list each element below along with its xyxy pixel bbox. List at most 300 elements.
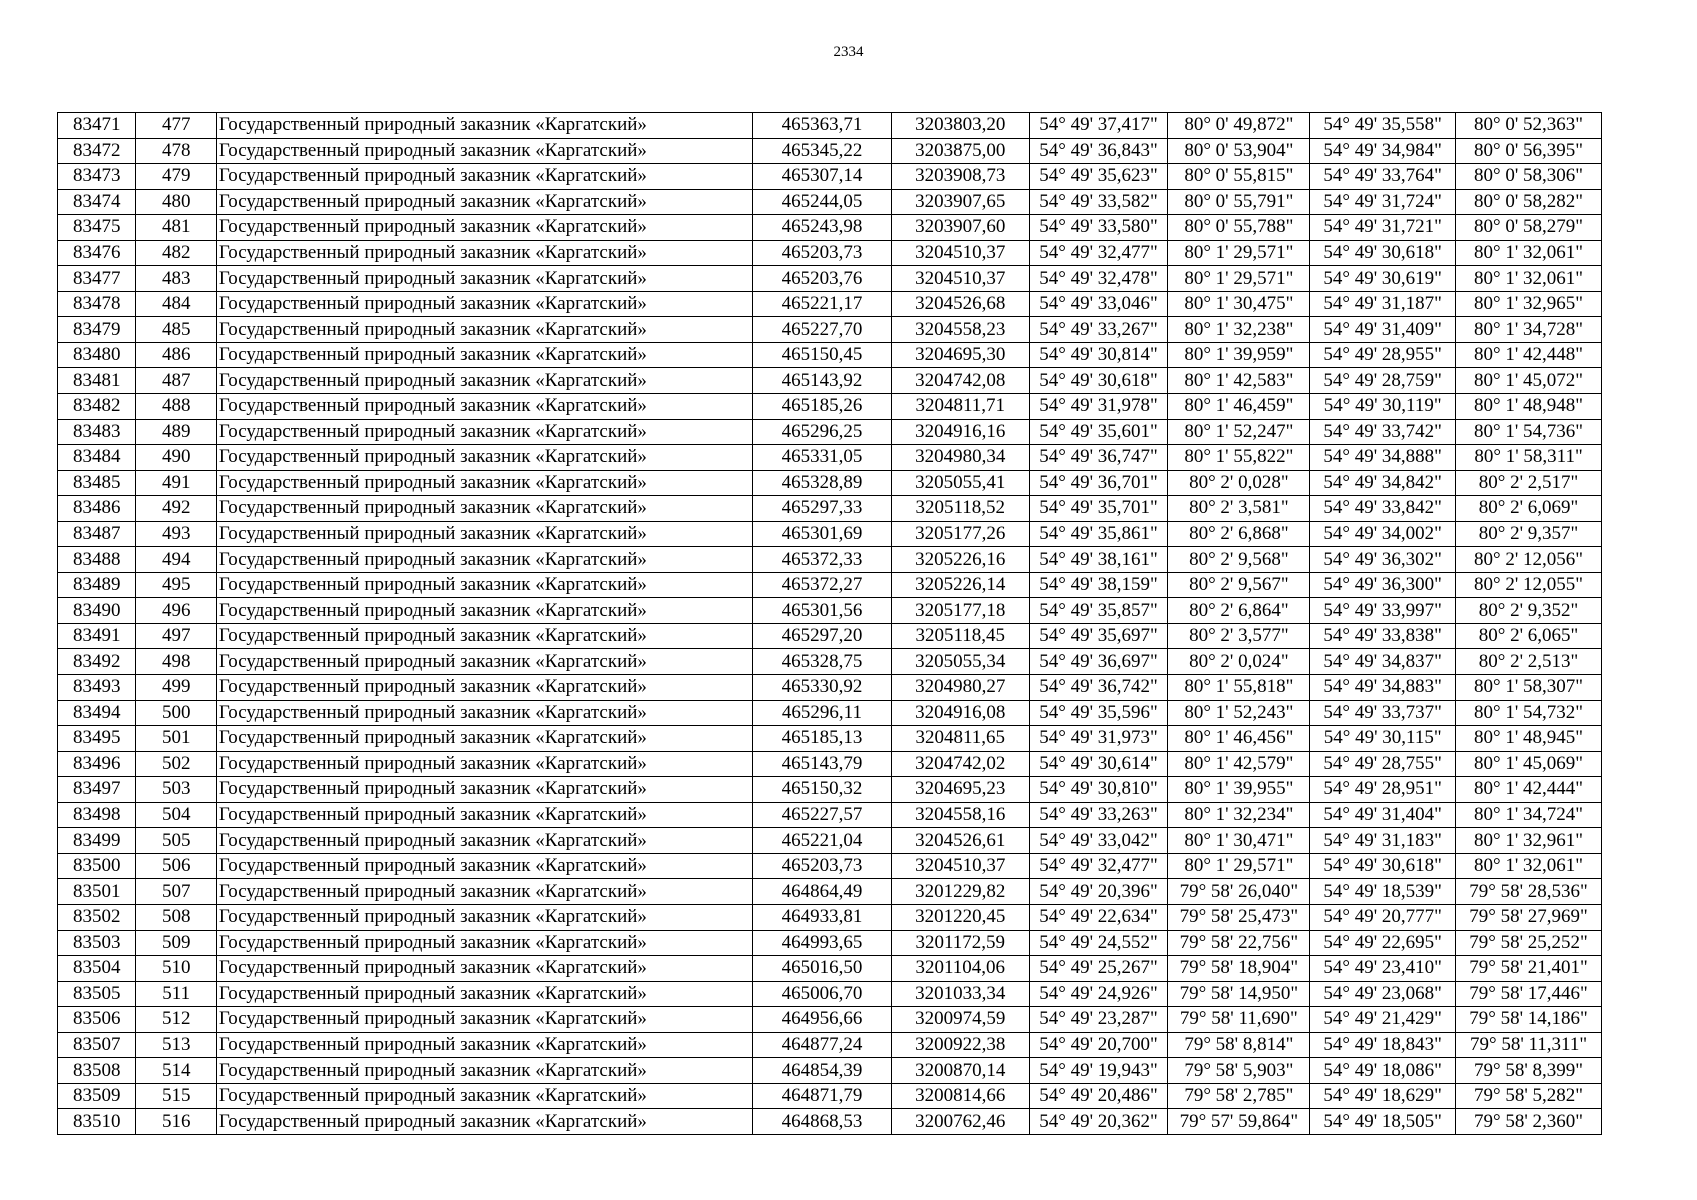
table-row [58, 240, 1602, 266]
object-name-cell: Государственный природный заказник «Каргатский» [216, 623, 752, 649]
table-row [58, 496, 1602, 522]
object-name-cell: Государственный природный заказник «Каргатский» [216, 956, 752, 982]
latitude-2-cell: 54° 49' 31,187" [1310, 291, 1456, 317]
x-coordinate-cell: 465227,70 [753, 317, 892, 343]
longitude-2-cell: 80° 1' 42,448" [1456, 342, 1602, 368]
object-name-cell: Государственный природный заказник «Каргатский» [216, 164, 752, 190]
longitude-2-cell: 80° 2' 6,069" [1456, 496, 1602, 522]
longitude-1-cell: 80° 1' 52,247" [1168, 419, 1310, 445]
object-name-cell: Государственный природный заказник «Каргатский» [216, 317, 752, 343]
table-row [58, 215, 1602, 241]
latitude-1-cell: 54° 49' 30,618" [1029, 368, 1168, 394]
latitude-2-cell: 54° 49' 31,409" [1310, 317, 1456, 343]
y-coordinate-cell: 3204526,68 [891, 291, 1029, 317]
longitude-2-cell: 80° 1' 45,069" [1456, 751, 1602, 777]
longitude-2-cell: 80° 0' 52,363" [1456, 113, 1602, 139]
x-coordinate-cell: 465244,05 [753, 189, 892, 215]
object-name-cell: Государственный природный заказник «Каргатский» [216, 368, 752, 394]
x-coordinate-cell: 465372,33 [753, 547, 892, 573]
longitude-2-cell: 79° 58' 21,401" [1456, 956, 1602, 982]
point-number-cell: 494 [136, 547, 216, 573]
latitude-1-cell: 54° 49' 25,267" [1029, 956, 1168, 982]
latitude-2-cell: 54° 49' 30,618" [1310, 853, 1456, 879]
table-row [58, 598, 1602, 624]
latitude-1-cell: 54° 49' 19,943" [1029, 1058, 1168, 1084]
table-row [58, 266, 1602, 292]
longitude-1-cell: 80° 1' 29,571" [1168, 266, 1310, 292]
latitude-2-cell: 54° 49' 31,724" [1310, 189, 1456, 215]
y-coordinate-cell: 3200922,38 [891, 1032, 1029, 1058]
x-coordinate-cell: 465203,76 [753, 266, 892, 292]
record-id-cell: 83482 [58, 394, 136, 420]
x-coordinate-cell: 465016,50 [753, 956, 892, 982]
latitude-1-cell: 54° 49' 30,814" [1029, 342, 1168, 368]
y-coordinate-cell: 3205226,14 [891, 572, 1029, 598]
point-number-cell: 512 [136, 1007, 216, 1033]
record-id-cell: 83489 [58, 572, 136, 598]
record-id-cell: 83500 [58, 853, 136, 879]
latitude-2-cell: 54° 49' 36,302" [1310, 547, 1456, 573]
latitude-2-cell: 54° 49' 31,721" [1310, 215, 1456, 241]
y-coordinate-cell: 3204980,34 [891, 445, 1029, 471]
point-number-cell: 511 [136, 981, 216, 1007]
point-number-cell: 477 [136, 113, 216, 139]
table-row [58, 521, 1602, 547]
longitude-1-cell: 80° 1' 30,471" [1168, 828, 1310, 854]
y-coordinate-cell: 3203803,20 [891, 113, 1029, 139]
x-coordinate-cell: 465150,32 [753, 777, 892, 803]
y-coordinate-cell: 3203907,65 [891, 189, 1029, 215]
y-coordinate-cell: 3204510,37 [891, 240, 1029, 266]
record-id-cell: 83493 [58, 675, 136, 701]
x-coordinate-cell: 465345,22 [753, 138, 892, 164]
table-row [58, 930, 1602, 956]
latitude-1-cell: 54° 49' 20,700" [1029, 1032, 1168, 1058]
latitude-1-cell: 54° 49' 38,161" [1029, 547, 1168, 573]
table-row [58, 802, 1602, 828]
table-row [58, 470, 1602, 496]
longitude-1-cell: 80° 1' 39,959" [1168, 342, 1310, 368]
longitude-2-cell: 80° 1' 54,736" [1456, 419, 1602, 445]
longitude-1-cell: 79° 58' 22,756" [1168, 930, 1310, 956]
latitude-1-cell: 54° 49' 20,396" [1029, 879, 1168, 905]
object-name-cell: Государственный природный заказник «Каргатский» [216, 726, 752, 752]
x-coordinate-cell: 465185,26 [753, 394, 892, 420]
table-row [58, 572, 1602, 598]
object-name-cell: Государственный природный заказник «Каргатский» [216, 777, 752, 803]
y-coordinate-cell: 3204526,61 [891, 828, 1029, 854]
longitude-1-cell: 80° 2' 6,864" [1168, 598, 1310, 624]
record-id-cell: 83508 [58, 1058, 136, 1084]
x-coordinate-cell: 465330,92 [753, 675, 892, 701]
y-coordinate-cell: 3205055,41 [891, 470, 1029, 496]
latitude-1-cell: 54° 49' 24,552" [1029, 930, 1168, 956]
longitude-1-cell: 80° 1' 55,822" [1168, 445, 1310, 471]
y-coordinate-cell: 3205177,26 [891, 521, 1029, 547]
point-number-cell: 499 [136, 675, 216, 701]
latitude-1-cell: 54° 49' 20,362" [1029, 1109, 1168, 1135]
record-id-cell: 83499 [58, 828, 136, 854]
record-id-cell: 83478 [58, 291, 136, 317]
latitude-1-cell: 54° 49' 33,046" [1029, 291, 1168, 317]
table-row [58, 828, 1602, 854]
longitude-1-cell: 79° 58' 8,814" [1168, 1032, 1310, 1058]
latitude-1-cell: 54° 49' 35,857" [1029, 598, 1168, 624]
y-coordinate-cell: 3205055,34 [891, 649, 1029, 675]
longitude-1-cell: 79° 58' 11,690" [1168, 1007, 1310, 1033]
x-coordinate-cell: 465221,17 [753, 291, 892, 317]
object-name-cell: Государственный природный заказник «Каргатский» [216, 930, 752, 956]
point-number-cell: 482 [136, 240, 216, 266]
point-number-cell: 514 [136, 1058, 216, 1084]
x-coordinate-cell: 464877,24 [753, 1032, 892, 1058]
longitude-2-cell: 80° 2' 9,357" [1456, 521, 1602, 547]
point-number-cell: 510 [136, 956, 216, 982]
record-id-cell: 83509 [58, 1083, 136, 1109]
x-coordinate-cell: 465143,79 [753, 751, 892, 777]
longitude-1-cell: 80° 0' 55,788" [1168, 215, 1310, 241]
latitude-2-cell: 54° 49' 21,429" [1310, 1007, 1456, 1033]
longitude-1-cell: 79° 58' 14,950" [1168, 981, 1310, 1007]
point-number-cell: 492 [136, 496, 216, 522]
latitude-2-cell: 54° 49' 28,759" [1310, 368, 1456, 394]
point-number-cell: 481 [136, 215, 216, 241]
object-name-cell: Государственный природный заказник «Каргатский» [216, 342, 752, 368]
longitude-1-cell: 80° 1' 30,475" [1168, 291, 1310, 317]
latitude-2-cell: 54° 49' 31,404" [1310, 802, 1456, 828]
longitude-2-cell: 80° 1' 32,061" [1456, 853, 1602, 879]
y-coordinate-cell: 3205118,52 [891, 496, 1029, 522]
object-name-cell: Государственный природный заказник «Каргатский» [216, 266, 752, 292]
latitude-2-cell: 54° 49' 33,742" [1310, 419, 1456, 445]
longitude-2-cell: 80° 1' 58,307" [1456, 675, 1602, 701]
record-id-cell: 83474 [58, 189, 136, 215]
y-coordinate-cell: 3204510,37 [891, 266, 1029, 292]
x-coordinate-cell: 464933,81 [753, 904, 892, 930]
y-coordinate-cell: 3200974,59 [891, 1007, 1029, 1033]
table-row [58, 623, 1602, 649]
x-coordinate-cell: 465363,71 [753, 113, 892, 139]
latitude-1-cell: 54° 49' 22,634" [1029, 904, 1168, 930]
y-coordinate-cell: 3204811,65 [891, 726, 1029, 752]
longitude-2-cell: 80° 1' 32,965" [1456, 291, 1602, 317]
latitude-2-cell: 54° 49' 30,115" [1310, 726, 1456, 752]
latitude-1-cell: 54° 49' 32,477" [1029, 240, 1168, 266]
latitude-1-cell: 54° 49' 32,477" [1029, 853, 1168, 879]
longitude-2-cell: 80° 1' 42,444" [1456, 777, 1602, 803]
point-number-cell: 497 [136, 623, 216, 649]
x-coordinate-cell: 464871,79 [753, 1083, 892, 1109]
x-coordinate-cell: 465006,70 [753, 981, 892, 1007]
latitude-1-cell: 54° 49' 33,267" [1029, 317, 1168, 343]
point-number-cell: 516 [136, 1109, 216, 1135]
coordinates-table-body [58, 113, 1602, 1135]
record-id-cell: 83510 [58, 1109, 136, 1135]
x-coordinate-cell: 465328,75 [753, 649, 892, 675]
latitude-2-cell: 54° 49' 18,086" [1310, 1058, 1456, 1084]
object-name-cell: Государственный природный заказник «Каргатский» [216, 828, 752, 854]
x-coordinate-cell: 465150,45 [753, 342, 892, 368]
object-name-cell: Государственный природный заказник «Каргатский» [216, 547, 752, 573]
y-coordinate-cell: 3203908,73 [891, 164, 1029, 190]
latitude-1-cell: 54° 49' 35,601" [1029, 419, 1168, 445]
object-name-cell: Государственный природный заказник «Каргатский» [216, 853, 752, 879]
object-name-cell: Государственный природный заказник «Каргатский» [216, 189, 752, 215]
point-number-cell: 502 [136, 751, 216, 777]
latitude-1-cell: 54° 49' 36,742" [1029, 675, 1168, 701]
latitude-2-cell: 54° 49' 30,119" [1310, 394, 1456, 420]
point-number-cell: 513 [136, 1032, 216, 1058]
y-coordinate-cell: 3204742,02 [891, 751, 1029, 777]
record-id-cell: 83476 [58, 240, 136, 266]
latitude-2-cell: 54° 49' 30,618" [1310, 240, 1456, 266]
latitude-2-cell: 54° 49' 22,695" [1310, 930, 1456, 956]
longitude-2-cell: 80° 1' 34,728" [1456, 317, 1602, 343]
table-row [58, 394, 1602, 420]
page-number: 2334 [833, 44, 864, 60]
record-id-cell: 83498 [58, 802, 136, 828]
point-number-cell: 489 [136, 419, 216, 445]
longitude-2-cell: 79° 58' 27,969" [1456, 904, 1602, 930]
y-coordinate-cell: 3204558,16 [891, 802, 1029, 828]
record-id-cell: 83479 [58, 317, 136, 343]
y-coordinate-cell: 3205177,18 [891, 598, 1029, 624]
y-coordinate-cell: 3204695,23 [891, 777, 1029, 803]
longitude-1-cell: 80° 1' 55,818" [1168, 675, 1310, 701]
table-row [58, 726, 1602, 752]
table-row [58, 547, 1602, 573]
longitude-2-cell: 80° 1' 54,732" [1456, 700, 1602, 726]
record-id-cell: 83481 [58, 368, 136, 394]
y-coordinate-cell: 3204695,30 [891, 342, 1029, 368]
table-row [58, 368, 1602, 394]
object-name-cell: Государственный природный заказник «Каргатский» [216, 291, 752, 317]
table-row [58, 853, 1602, 879]
longitude-2-cell: 80° 0' 58,306" [1456, 164, 1602, 190]
longitude-2-cell: 80° 2' 6,065" [1456, 623, 1602, 649]
y-coordinate-cell: 3204916,08 [891, 700, 1029, 726]
record-id-cell: 83491 [58, 623, 136, 649]
longitude-1-cell: 79° 58' 5,903" [1168, 1058, 1310, 1084]
latitude-2-cell: 54° 49' 28,755" [1310, 751, 1456, 777]
table-row [58, 317, 1602, 343]
y-coordinate-cell: 3204916,16 [891, 419, 1029, 445]
record-id-cell: 83496 [58, 751, 136, 777]
point-number-cell: 490 [136, 445, 216, 471]
longitude-2-cell: 80° 2' 2,517" [1456, 470, 1602, 496]
latitude-1-cell: 54° 49' 30,614" [1029, 751, 1168, 777]
y-coordinate-cell: 3205226,16 [891, 547, 1029, 573]
record-id-cell: 83501 [58, 879, 136, 905]
longitude-1-cell: 80° 1' 39,955" [1168, 777, 1310, 803]
point-number-cell: 506 [136, 853, 216, 879]
table-row [58, 113, 1602, 139]
y-coordinate-cell: 3201104,06 [891, 956, 1029, 982]
x-coordinate-cell: 465143,92 [753, 368, 892, 394]
x-coordinate-cell: 465297,33 [753, 496, 892, 522]
point-number-cell: 508 [136, 904, 216, 930]
x-coordinate-cell: 464864,49 [753, 879, 892, 905]
latitude-1-cell: 54° 49' 36,843" [1029, 138, 1168, 164]
point-number-cell: 507 [136, 879, 216, 905]
point-number-cell: 505 [136, 828, 216, 854]
latitude-2-cell: 54° 49' 33,842" [1310, 496, 1456, 522]
point-number-cell: 493 [136, 521, 216, 547]
x-coordinate-cell: 465307,14 [753, 164, 892, 190]
record-id-cell: 83504 [58, 956, 136, 982]
latitude-2-cell: 54° 49' 34,883" [1310, 675, 1456, 701]
latitude-2-cell: 54° 49' 18,843" [1310, 1032, 1456, 1058]
y-coordinate-cell: 3204980,27 [891, 675, 1029, 701]
longitude-1-cell: 80° 2' 3,581" [1168, 496, 1310, 522]
object-name-cell: Государственный природный заказник «Каргатский» [216, 981, 752, 1007]
latitude-1-cell: 54° 49' 20,486" [1029, 1083, 1168, 1109]
latitude-1-cell: 54° 49' 33,042" [1029, 828, 1168, 854]
coordinates-table [57, 112, 1602, 1135]
longitude-2-cell: 80° 2' 12,055" [1456, 572, 1602, 598]
x-coordinate-cell: 465328,89 [753, 470, 892, 496]
object-name-cell: Государственный природный заказник «Каргатский» [216, 394, 752, 420]
object-name-cell: Государственный природный заказник «Каргатский» [216, 445, 752, 471]
point-number-cell: 491 [136, 470, 216, 496]
latitude-2-cell: 54° 49' 34,837" [1310, 649, 1456, 675]
longitude-1-cell: 80° 1' 32,238" [1168, 317, 1310, 343]
longitude-2-cell: 79° 58' 8,399" [1456, 1058, 1602, 1084]
y-coordinate-cell: 3201033,34 [891, 981, 1029, 1007]
longitude-2-cell: 80° 0' 56,395" [1456, 138, 1602, 164]
longitude-2-cell: 80° 0' 58,282" [1456, 189, 1602, 215]
latitude-2-cell: 54° 49' 33,997" [1310, 598, 1456, 624]
record-id-cell: 83506 [58, 1007, 136, 1033]
longitude-1-cell: 80° 1' 52,243" [1168, 700, 1310, 726]
longitude-2-cell: 80° 1' 32,961" [1456, 828, 1602, 854]
latitude-2-cell: 54° 49' 18,629" [1310, 1083, 1456, 1109]
record-id-cell: 83492 [58, 649, 136, 675]
point-number-cell: 495 [136, 572, 216, 598]
object-name-cell: Государственный природный заказник «Каргатский» [216, 904, 752, 930]
longitude-2-cell: 80° 1' 32,061" [1456, 266, 1602, 292]
x-coordinate-cell: 464993,65 [753, 930, 892, 956]
table-row [58, 904, 1602, 930]
y-coordinate-cell: 3201220,45 [891, 904, 1029, 930]
latitude-2-cell: 54° 49' 34,984" [1310, 138, 1456, 164]
point-number-cell: 503 [136, 777, 216, 803]
longitude-2-cell: 79° 58' 11,311" [1456, 1032, 1602, 1058]
longitude-2-cell: 80° 1' 48,948" [1456, 394, 1602, 420]
longitude-2-cell: 79° 58' 14,186" [1456, 1007, 1602, 1033]
longitude-1-cell: 80° 1' 42,579" [1168, 751, 1310, 777]
point-number-cell: 496 [136, 598, 216, 624]
object-name-cell: Государственный природный заказник «Каргатский» [216, 521, 752, 547]
record-id-cell: 83494 [58, 700, 136, 726]
object-name-cell: Государственный природный заказник «Каргатский» [216, 675, 752, 701]
y-coordinate-cell: 3200870,14 [891, 1058, 1029, 1084]
latitude-2-cell: 54° 49' 34,888" [1310, 445, 1456, 471]
y-coordinate-cell: 3205118,45 [891, 623, 1029, 649]
point-number-cell: 487 [136, 368, 216, 394]
latitude-1-cell: 54° 49' 33,582" [1029, 189, 1168, 215]
latitude-1-cell: 54° 49' 31,973" [1029, 726, 1168, 752]
latitude-2-cell: 54° 49' 35,558" [1310, 113, 1456, 139]
table-row [58, 342, 1602, 368]
latitude-1-cell: 54° 49' 38,159" [1029, 572, 1168, 598]
y-coordinate-cell: 3201229,82 [891, 879, 1029, 905]
longitude-2-cell: 79° 58' 25,252" [1456, 930, 1602, 956]
latitude-1-cell: 54° 49' 23,287" [1029, 1007, 1168, 1033]
longitude-2-cell: 79° 58' 17,446" [1456, 981, 1602, 1007]
table-row [58, 291, 1602, 317]
longitude-1-cell: 80° 2' 3,577" [1168, 623, 1310, 649]
longitude-1-cell: 79° 58' 2,785" [1168, 1083, 1310, 1109]
point-number-cell: 498 [136, 649, 216, 675]
longitude-2-cell: 80° 0' 58,279" [1456, 215, 1602, 241]
y-coordinate-cell: 3200762,46 [891, 1109, 1029, 1135]
object-name-cell: Государственный природный заказник «Каргатский» [216, 1007, 752, 1033]
latitude-2-cell: 54° 49' 23,068" [1310, 981, 1456, 1007]
y-coordinate-cell: 3204558,23 [891, 317, 1029, 343]
latitude-2-cell: 54° 49' 34,002" [1310, 521, 1456, 547]
x-coordinate-cell: 465331,05 [753, 445, 892, 471]
longitude-2-cell: 80° 2' 2,513" [1456, 649, 1602, 675]
longitude-2-cell: 80° 1' 34,724" [1456, 802, 1602, 828]
record-id-cell: 83472 [58, 138, 136, 164]
object-name-cell: Государственный природный заказник «Каргатский» [216, 138, 752, 164]
record-id-cell: 83490 [58, 598, 136, 624]
latitude-2-cell: 54° 49' 18,505" [1310, 1109, 1456, 1135]
object-name-cell: Государственный природный заказник «Каргатский» [216, 572, 752, 598]
longitude-2-cell: 80° 1' 32,061" [1456, 240, 1602, 266]
longitude-1-cell: 80° 1' 29,571" [1168, 853, 1310, 879]
latitude-2-cell: 54° 49' 28,955" [1310, 342, 1456, 368]
longitude-1-cell: 80° 2' 9,568" [1168, 547, 1310, 573]
latitude-2-cell: 54° 49' 20,777" [1310, 904, 1456, 930]
table-row [58, 1083, 1602, 1109]
latitude-1-cell: 54° 49' 37,417" [1029, 113, 1168, 139]
longitude-1-cell: 80° 0' 53,904" [1168, 138, 1310, 164]
latitude-1-cell: 54° 49' 33,263" [1029, 802, 1168, 828]
table-row [58, 956, 1602, 982]
table-row [58, 1032, 1602, 1058]
record-id-cell: 83495 [58, 726, 136, 752]
latitude-1-cell: 54° 49' 35,596" [1029, 700, 1168, 726]
point-number-cell: 483 [136, 266, 216, 292]
table-row [58, 777, 1602, 803]
record-id-cell: 83477 [58, 266, 136, 292]
y-coordinate-cell: 3204742,08 [891, 368, 1029, 394]
record-id-cell: 83497 [58, 777, 136, 803]
longitude-1-cell: 80° 1' 46,459" [1168, 394, 1310, 420]
object-name-cell: Государственный природный заказник «Каргатский» [216, 649, 752, 675]
x-coordinate-cell: 465296,11 [753, 700, 892, 726]
table-row [58, 700, 1602, 726]
latitude-1-cell: 54° 49' 35,701" [1029, 496, 1168, 522]
point-number-cell: 488 [136, 394, 216, 420]
record-id-cell: 83486 [58, 496, 136, 522]
longitude-1-cell: 80° 0' 55,815" [1168, 164, 1310, 190]
table-row [58, 189, 1602, 215]
x-coordinate-cell: 464956,66 [753, 1007, 892, 1033]
longitude-1-cell: 80° 2' 9,567" [1168, 572, 1310, 598]
longitude-1-cell: 80° 1' 46,456" [1168, 726, 1310, 752]
latitude-2-cell: 54° 49' 36,300" [1310, 572, 1456, 598]
object-name-cell: Государственный природный заказник «Каргатский» [216, 113, 752, 139]
longitude-2-cell: 79° 58' 2,360" [1456, 1109, 1602, 1135]
object-name-cell: Государственный природный заказник «Каргатский» [216, 751, 752, 777]
record-id-cell: 83475 [58, 215, 136, 241]
object-name-cell: Государственный природный заказник «Каргатский» [216, 1058, 752, 1084]
table-row [58, 445, 1602, 471]
record-id-cell: 83471 [58, 113, 136, 139]
